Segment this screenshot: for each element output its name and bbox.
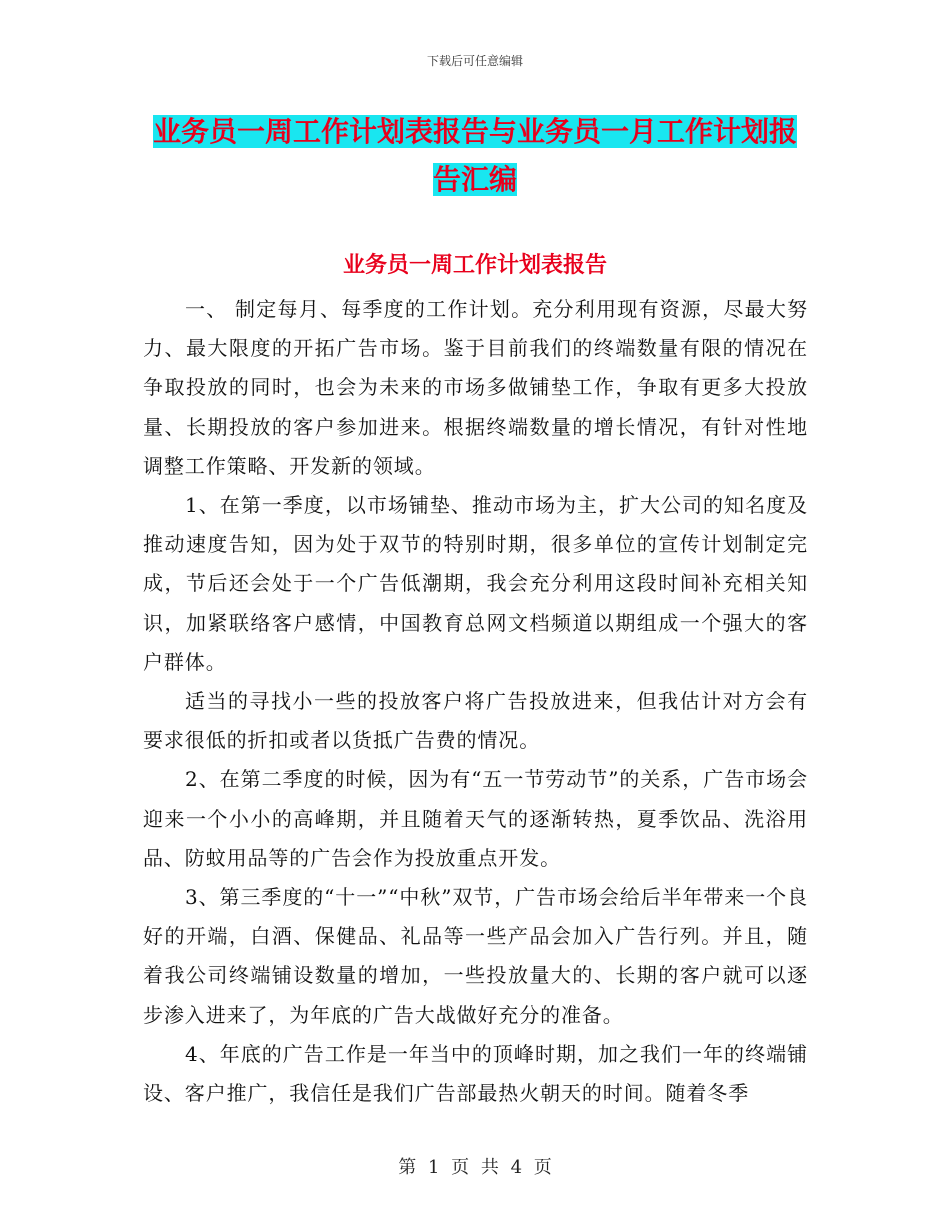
paragraph-1: 一、 制定每月、每季度的工作计划。充分利用现有资源，尽最大努力、最大限度的开拓广告市场。鉴于目前我们的终端数量有限的情况在争取投放的同时，也会为未来的市场多做铺垫工作，争取有更多大投放量、长期投放的客户参加进来。根据终端数量的增长情况，有针对性地调整工作策略、开发新的领域。 <box>143 297 808 478</box>
paragraph-2: 1、在第一季度，以市场铺垫、推动市场为主，扩大公司的知名度及推动速度告知，因为处于双节的特别时期，很多单位的宣传计划制定完成，节后还会处于一个广告低潮期，我会充分利用这段时间补充相关知识，加紧联络客户感情，中国教育总网文档频道以期组成一个强大的客户群体。 <box>143 493 808 674</box>
document-body <box>143 290 808 1113</box>
document-title-line-2: 告汇编 <box>432 163 517 196</box>
section-title: 业务员一周工作计划表报告 <box>342 253 607 278</box>
document-title <box>145 108 805 204</box>
document-title-line-1: 业务员一周工作计划表报告与业务员一月工作计划报 <box>152 115 797 148</box>
paragraph-3: 适当的寻找小一些的投放客户将广告投放进来，但我估计对方会有要求很低的折扣或者以货抵广告费的情况。 <box>143 689 808 753</box>
paragraph-5: 3、第三季度的“十一”“中秋”双节，广告市场会给后半年带来一个良好的开端，白酒、保健品、礼品等一些产品会加入广告行列。并且，随着我公司终端铺设数量的增加，一些投放量大的、长期的客户就可以逐步渗入进来了，为年底的广告大战做好充分的准备。 <box>143 885 808 1027</box>
page-number-footer: 第 1 页 共 4 页 <box>398 1157 552 1178</box>
header-note: 下载后可任意编辑 <box>426 54 523 68</box>
paragraph-4: 2、在第二季度的时候，因为有“五一节劳动节”的关系，广告市场会迎来一个小小的高峰期，并且随着天气的逐渐转热，夏季饮品、洗浴用品、防蚊用品等的广告会作为投放重点开发。 <box>143 767 808 870</box>
paragraph-6: 4、年底的广告工作是一年当中的顶峰时期，加之我们一年的终端铺设、客户推广，我信任是我们广告部最热火朝天的时间。随着冬季 <box>143 1041 808 1106</box>
